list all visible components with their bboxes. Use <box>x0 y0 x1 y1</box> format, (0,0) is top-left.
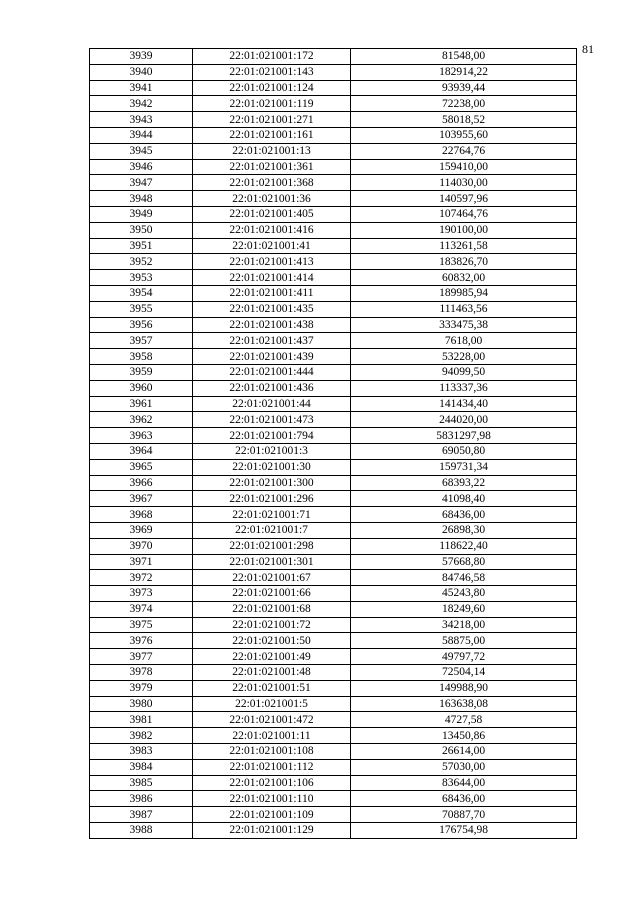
cadastral-number-cell: 22:01:021001:48 <box>193 665 351 681</box>
cadastral-number-cell: 22:01:021001:161 <box>193 127 351 143</box>
row-number-cell: 3980 <box>90 696 193 712</box>
cadastral-value-cell: 93939,44 <box>351 80 577 96</box>
cadastral-number-cell: 22:01:021001:7 <box>193 522 351 538</box>
cadastral-number-cell: 22:01:021001:435 <box>193 301 351 317</box>
cadastral-number-cell: 22:01:021001:66 <box>193 586 351 602</box>
cadastral-value-cell: 183826,70 <box>351 254 577 270</box>
cadastral-value-table <box>89 48 577 839</box>
cadastral-value-cell: 4727,58 <box>351 712 577 728</box>
table-row <box>90 728 577 744</box>
table-row <box>90 270 577 286</box>
row-number-cell: 3947 <box>90 175 193 191</box>
cadastral-number-cell: 22:01:021001:472 <box>193 712 351 728</box>
table-row <box>90 428 577 444</box>
table-row <box>90 49 577 65</box>
row-number-cell: 3969 <box>90 522 193 538</box>
cadastral-value-cell: 113261,58 <box>351 238 577 254</box>
cadastral-number-cell: 22:01:021001:414 <box>193 270 351 286</box>
cadastral-value-cell: 49797,72 <box>351 649 577 665</box>
cadastral-number-cell: 22:01:021001:51 <box>193 680 351 696</box>
row-number-cell: 3962 <box>90 412 193 428</box>
cadastral-value-cell: 58875,00 <box>351 633 577 649</box>
table-row <box>90 823 577 839</box>
cadastral-number-cell: 22:01:021001:794 <box>193 428 351 444</box>
cadastral-value-cell: 141434,40 <box>351 396 577 412</box>
cadastral-value-cell: 18249,60 <box>351 601 577 617</box>
row-number-cell: 3949 <box>90 206 193 222</box>
cadastral-value-cell: 53228,00 <box>351 349 577 365</box>
cadastral-value-cell: 72238,00 <box>351 96 577 112</box>
row-number-cell: 3940 <box>90 64 193 80</box>
row-number-cell: 3965 <box>90 459 193 475</box>
table-row <box>90 364 577 380</box>
table-row <box>90 538 577 554</box>
cadastral-value-cell: 111463,56 <box>351 301 577 317</box>
cadastral-number-cell: 22:01:021001:71 <box>193 507 351 523</box>
cadastral-value-cell: 159410,00 <box>351 159 577 175</box>
table-row <box>90 491 577 507</box>
cadastral-value-cell: 72504,14 <box>351 665 577 681</box>
cadastral-value-cell: 114030,00 <box>351 175 577 191</box>
row-number-cell: 3967 <box>90 491 193 507</box>
row-number-cell: 3977 <box>90 649 193 665</box>
row-number-cell: 3981 <box>90 712 193 728</box>
table-row <box>90 143 577 159</box>
cadastral-number-cell: 22:01:021001:444 <box>193 364 351 380</box>
table-row <box>90 301 577 317</box>
row-number-cell: 3978 <box>90 665 193 681</box>
cadastral-number-cell: 22:01:021001:301 <box>193 554 351 570</box>
table-row <box>90 617 577 633</box>
cadastral-value-cell: 176754,98 <box>351 823 577 839</box>
row-number-cell: 3961 <box>90 396 193 412</box>
cadastral-number-cell: 22:01:021001:41 <box>193 238 351 254</box>
row-number-cell: 3946 <box>90 159 193 175</box>
cadastral-value-cell: 70887,70 <box>351 807 577 823</box>
table-row <box>90 191 577 207</box>
table-row <box>90 712 577 728</box>
cadastral-value-cell: 69050,80 <box>351 443 577 459</box>
row-number-cell: 3939 <box>90 49 193 65</box>
cadastral-number-cell: 22:01:021001:413 <box>193 254 351 270</box>
table-row <box>90 601 577 617</box>
cadastral-value-cell: 107464,76 <box>351 206 577 222</box>
cadastral-value-cell: 68393,22 <box>351 475 577 491</box>
table-row <box>90 80 577 96</box>
cadastral-value-cell: 94099,50 <box>351 364 577 380</box>
row-number-cell: 3944 <box>90 127 193 143</box>
table-row <box>90 380 577 396</box>
row-number-cell: 3960 <box>90 380 193 396</box>
table-row <box>90 459 577 475</box>
cadastral-number-cell: 22:01:021001:172 <box>193 49 351 65</box>
row-number-cell: 3958 <box>90 349 193 365</box>
row-number-cell: 3942 <box>90 96 193 112</box>
cadastral-number-cell: 22:01:021001:11 <box>193 728 351 744</box>
cadastral-value-cell: 190100,00 <box>351 222 577 238</box>
cadastral-value-cell: 244020,00 <box>351 412 577 428</box>
row-number-cell: 3963 <box>90 428 193 444</box>
table-row <box>90 206 577 222</box>
cadastral-value-cell: 118622,40 <box>351 538 577 554</box>
row-number-cell: 3987 <box>90 807 193 823</box>
table-row <box>90 554 577 570</box>
cadastral-number-cell: 22:01:021001:108 <box>193 744 351 760</box>
cadastral-number-cell: 22:01:021001:36 <box>193 191 351 207</box>
cadastral-value-cell: 84746,58 <box>351 570 577 586</box>
table-row <box>90 238 577 254</box>
row-number-cell: 3956 <box>90 317 193 333</box>
cadastral-number-cell: 22:01:021001:13 <box>193 143 351 159</box>
row-number-cell: 3951 <box>90 238 193 254</box>
cadastral-number-cell: 22:01:021001:109 <box>193 807 351 823</box>
row-number-cell: 3959 <box>90 364 193 380</box>
table-row <box>90 633 577 649</box>
table-row <box>90 317 577 333</box>
row-number-cell: 3945 <box>90 143 193 159</box>
cadastral-number-cell: 22:01:021001:300 <box>193 475 351 491</box>
table-row <box>90 396 577 412</box>
cadastral-value-cell: 159731,34 <box>351 459 577 475</box>
cadastral-value-cell: 113337,36 <box>351 380 577 396</box>
row-number-cell: 3986 <box>90 791 193 807</box>
table-row <box>90 570 577 586</box>
row-number-cell: 3975 <box>90 617 193 633</box>
row-number-cell: 3966 <box>90 475 193 491</box>
cadastral-number-cell: 22:01:021001:129 <box>193 823 351 839</box>
table-row <box>90 759 577 775</box>
cadastral-number-cell: 22:01:021001:368 <box>193 175 351 191</box>
cadastral-number-cell: 22:01:021001:49 <box>193 649 351 665</box>
cadastral-value-cell: 189985,94 <box>351 285 577 301</box>
cadastral-value-cell: 60832,00 <box>351 270 577 286</box>
table-row <box>90 807 577 823</box>
table-row <box>90 64 577 80</box>
table-row <box>90 175 577 191</box>
page-number: 81 <box>582 42 594 56</box>
row-number-cell: 3976 <box>90 633 193 649</box>
row-number-cell: 3953 <box>90 270 193 286</box>
cadastral-value-cell: 41098,40 <box>351 491 577 507</box>
row-number-cell: 3973 <box>90 586 193 602</box>
table-row <box>90 696 577 712</box>
cadastral-value-cell: 26614,00 <box>351 744 577 760</box>
cadastral-number-cell: 22:01:021001:106 <box>193 775 351 791</box>
table-body <box>90 49 577 839</box>
cadastral-value-cell: 22764,76 <box>351 143 577 159</box>
cadastral-number-cell: 22:01:021001:30 <box>193 459 351 475</box>
table-row <box>90 222 577 238</box>
cadastral-value-cell: 149988,90 <box>351 680 577 696</box>
cadastral-number-cell: 22:01:021001:110 <box>193 791 351 807</box>
row-number-cell: 3970 <box>90 538 193 554</box>
table-row <box>90 112 577 128</box>
table-row <box>90 744 577 760</box>
cadastral-value-cell: 333475,38 <box>351 317 577 333</box>
row-number-cell: 3974 <box>90 601 193 617</box>
cadastral-value-cell: 81548,00 <box>351 49 577 65</box>
cadastral-number-cell: 22:01:021001:473 <box>193 412 351 428</box>
cadastral-value-cell: 68436,00 <box>351 507 577 523</box>
cadastral-number-cell: 22:01:021001:44 <box>193 396 351 412</box>
cadastral-value-cell: 34218,00 <box>351 617 577 633</box>
row-number-cell: 3955 <box>90 301 193 317</box>
cadastral-number-cell: 22:01:021001:119 <box>193 96 351 112</box>
cadastral-number-cell: 22:01:021001:67 <box>193 570 351 586</box>
cadastral-value-cell: 5831297,98 <box>351 428 577 444</box>
row-number-cell: 3952 <box>90 254 193 270</box>
row-number-cell: 3948 <box>90 191 193 207</box>
cadastral-number-cell: 22:01:021001:439 <box>193 349 351 365</box>
row-number-cell: 3941 <box>90 80 193 96</box>
cadastral-value-cell: 13450,86 <box>351 728 577 744</box>
cadastral-number-cell: 22:01:021001:436 <box>193 380 351 396</box>
table-row <box>90 285 577 301</box>
cadastral-value-cell: 58018,52 <box>351 112 577 128</box>
cadastral-number-cell: 22:01:021001:5 <box>193 696 351 712</box>
table-row <box>90 349 577 365</box>
row-number-cell: 3979 <box>90 680 193 696</box>
row-number-cell: 3988 <box>90 823 193 839</box>
cadastral-number-cell: 22:01:021001:3 <box>193 443 351 459</box>
table-row <box>90 791 577 807</box>
cadastral-number-cell: 22:01:021001:296 <box>193 491 351 507</box>
table-row <box>90 775 577 791</box>
cadastral-number-cell: 22:01:021001:72 <box>193 617 351 633</box>
table-row <box>90 333 577 349</box>
table-row <box>90 159 577 175</box>
cadastral-number-cell: 22:01:021001:271 <box>193 112 351 128</box>
cadastral-value-cell: 57030,00 <box>351 759 577 775</box>
table-row <box>90 475 577 491</box>
cadastral-number-cell: 22:01:021001:143 <box>193 64 351 80</box>
cadastral-value-cell: 26898,30 <box>351 522 577 538</box>
cadastral-number-cell: 22:01:021001:438 <box>193 317 351 333</box>
cadastral-value-cell: 103955,60 <box>351 127 577 143</box>
table-row <box>90 680 577 696</box>
row-number-cell: 3972 <box>90 570 193 586</box>
cadastral-number-cell: 22:01:021001:416 <box>193 222 351 238</box>
table-row <box>90 649 577 665</box>
table-row <box>90 254 577 270</box>
row-number-cell: 3985 <box>90 775 193 791</box>
cadastral-value-cell: 83644,00 <box>351 775 577 791</box>
row-number-cell: 3954 <box>90 285 193 301</box>
table-row <box>90 586 577 602</box>
row-number-cell: 3971 <box>90 554 193 570</box>
cadastral-value-cell: 140597,96 <box>351 191 577 207</box>
row-number-cell: 3984 <box>90 759 193 775</box>
cadastral-number-cell: 22:01:021001:50 <box>193 633 351 649</box>
cadastral-value-cell: 57668,80 <box>351 554 577 570</box>
cadastral-number-cell: 22:01:021001:361 <box>193 159 351 175</box>
table-row <box>90 665 577 681</box>
cadastral-value-cell: 182914,22 <box>351 64 577 80</box>
cadastral-number-cell: 22:01:021001:298 <box>193 538 351 554</box>
cadastral-number-cell: 22:01:021001:437 <box>193 333 351 349</box>
cadastral-number-cell: 22:01:021001:405 <box>193 206 351 222</box>
row-number-cell: 3964 <box>90 443 193 459</box>
cadastral-value-cell: 68436,00 <box>351 791 577 807</box>
cadastral-value-cell: 163638,08 <box>351 696 577 712</box>
table-row <box>90 127 577 143</box>
cadastral-number-cell: 22:01:021001:68 <box>193 601 351 617</box>
table-row <box>90 507 577 523</box>
cadastral-value-cell: 45243,80 <box>351 586 577 602</box>
row-number-cell: 3983 <box>90 744 193 760</box>
cadastral-number-cell: 22:01:021001:124 <box>193 80 351 96</box>
row-number-cell: 3950 <box>90 222 193 238</box>
cadastral-value-cell: 7618,00 <box>351 333 577 349</box>
table-row <box>90 412 577 428</box>
cadastral-number-cell: 22:01:021001:112 <box>193 759 351 775</box>
row-number-cell: 3968 <box>90 507 193 523</box>
cadastral-number-cell: 22:01:021001:411 <box>193 285 351 301</box>
row-number-cell: 3957 <box>90 333 193 349</box>
table-row <box>90 96 577 112</box>
table-row <box>90 443 577 459</box>
table-row <box>90 522 577 538</box>
row-number-cell: 3982 <box>90 728 193 744</box>
row-number-cell: 3943 <box>90 112 193 128</box>
